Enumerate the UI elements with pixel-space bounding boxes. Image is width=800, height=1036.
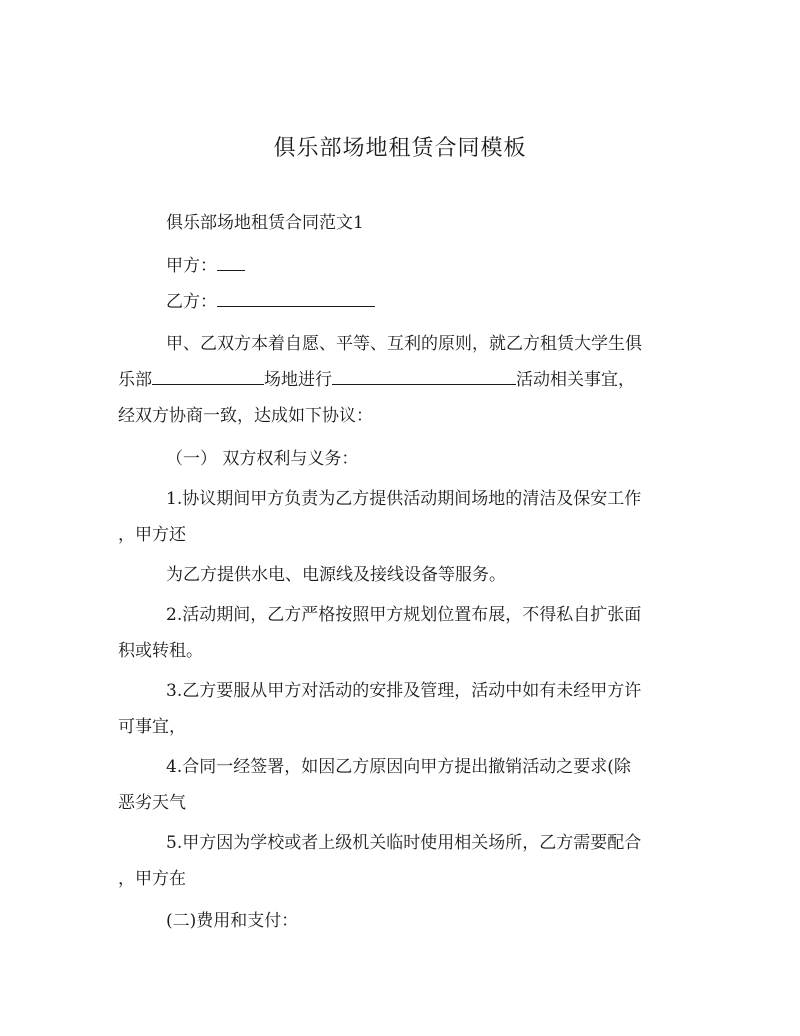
clause-4-line-2: 恶劣天气 xyxy=(118,793,186,813)
clause-1-line-2: ，甲方还 xyxy=(118,525,186,545)
party-a-line xyxy=(166,254,245,278)
party-a-blank xyxy=(217,254,245,271)
intro-line-2 xyxy=(118,368,635,392)
intro-line-3: 经双方协商一致，达成如下协议： xyxy=(118,406,373,426)
clause-1-line-3: 为乙方提供水电、电源线及接线设备等服务。 xyxy=(166,565,506,585)
clause-4-line-1: 4.合同一经签署，如因乙方原因向甲方提出撤销活动之要求(除 xyxy=(166,757,631,777)
clause-3-line-2: 可事宜， xyxy=(118,717,186,737)
clause-2-line-2: 积或转租。 xyxy=(118,641,203,661)
intro-line-2-part-a: 乐部 xyxy=(118,370,152,390)
intro-line-2-part-b: 场地进行 xyxy=(264,370,332,390)
section-1-heading: （一） 双方权利与义务： xyxy=(166,449,359,469)
party-b-label: 乙方： xyxy=(166,292,217,312)
clause-3-line-1: 3.乙方要服从甲方对活动的安排及管理，活动中如有未经甲方许 xyxy=(166,681,642,701)
clause-2-line-1: 2.活动期间，乙方严格按照甲方规划位置布展，不得私自扩张面 xyxy=(166,605,642,625)
intro-line-1: 甲、乙双方本着自愿、平等、互利的原则，就乙方租赁大学生俱 xyxy=(166,334,642,354)
clause-5-line-2: ，甲方在 xyxy=(118,869,186,889)
document-subtitle: 俱乐部场地租赁合同范文1 xyxy=(166,213,364,233)
clause-5-line-1: 5.甲方因为学校或者上级机关临时使用相关场所，乙方需要配合 xyxy=(166,833,642,853)
clause-1-line-1: 1.协议期间甲方负责为乙方提供活动期间场地的清洁及保安工作 xyxy=(166,489,642,509)
intro-line-2-part-c: 活动相关事宜， xyxy=(516,370,635,390)
party-a-label: 甲方： xyxy=(166,256,217,276)
party-b-blank xyxy=(217,290,375,307)
document-title: 俱乐部场地租赁合同模板 xyxy=(273,136,527,161)
venue-blank xyxy=(152,368,264,385)
party-b-line xyxy=(166,290,375,314)
activity-blank xyxy=(332,368,516,385)
section-2-heading: (二)费用和支付： xyxy=(166,911,299,931)
